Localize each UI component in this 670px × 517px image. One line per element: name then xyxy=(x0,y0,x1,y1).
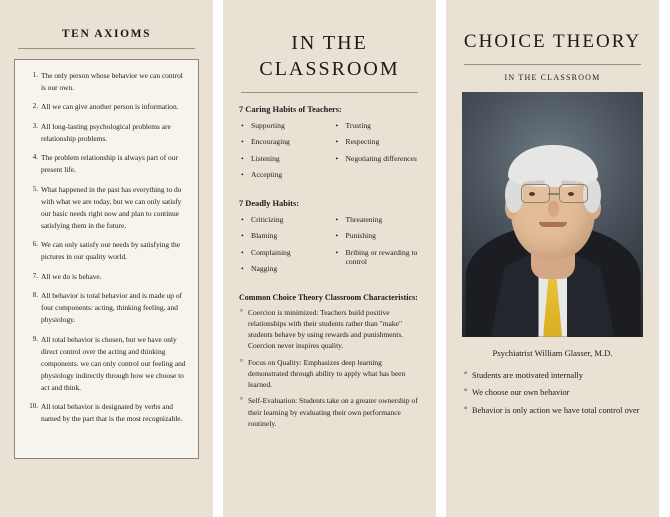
portrait-photo xyxy=(462,92,643,337)
list-item: All total behavior is designated by verbs and named by the part that is the most recognizable. xyxy=(41,402,183,424)
panel-choice-theory xyxy=(446,0,659,517)
list-item: • Trusting xyxy=(346,121,421,130)
deadly-habits-column-1 xyxy=(239,215,326,281)
list-item: • Supporting xyxy=(251,121,326,130)
list-item: ° Coercion is minimized: Teachers build positive relationships with their students rather than "make" students behave by using rewards and punishments. Coercion never inspires quality. xyxy=(248,307,420,352)
list-item: All total behavior is chosen, but we have only direct control over the acting and thinking components. we can only control our feeling and physiology indirectly through how we choose to act and think. xyxy=(41,334,186,392)
choice-theory-rule xyxy=(464,64,641,65)
list-item: • Punishing xyxy=(346,231,421,240)
list-item: ° We choose our own behavior xyxy=(472,387,643,400)
list-item: The problem relationship is always part of our present life. xyxy=(41,153,178,175)
caring-habits-heading: 7 Caring Habits of Teachers: xyxy=(239,105,342,114)
caring-habits-columns xyxy=(239,121,420,187)
list-item: • Accepting xyxy=(251,170,326,179)
portrait-caption: Psychiatrist William Glasser, M.D. xyxy=(492,347,613,358)
list-item: • Complaining xyxy=(251,248,326,257)
list-item: ° Students are motivated internally xyxy=(472,370,643,383)
panel-ten-axioms xyxy=(0,0,213,517)
list-item: The only person whose behavior we can control is our own. xyxy=(41,71,183,92)
choice-theory-points xyxy=(462,370,643,418)
portrait-glasses-left xyxy=(521,184,550,203)
list-item: • Listening xyxy=(251,154,326,163)
list-item: • Criticizing xyxy=(251,215,326,224)
deadly-habits-columns xyxy=(239,215,420,281)
portrait-mouth xyxy=(539,222,567,227)
portrait-glasses-bridge xyxy=(548,193,559,195)
axioms-list xyxy=(21,70,190,425)
list-item: • Bribing or rewarding to control xyxy=(346,248,421,267)
list-item: All behavior is total behavior and is made up of four components: acting, thinking feeling, and physiology. xyxy=(41,291,183,325)
list-item: ° Behavior is only action we have total control over xyxy=(472,405,643,418)
axioms-title: TEN AXIOMS xyxy=(18,28,195,49)
common-characteristics-heading: Common Choice Theory Classroom Characteristics: xyxy=(239,292,418,302)
list-item: All we can give another person is information. xyxy=(41,102,179,112)
choice-theory-subtitle: IN THE CLASSROOM xyxy=(504,72,601,82)
portrait-eye-left xyxy=(529,192,535,196)
deadly-habits-heading: 7 Deadly Habits: xyxy=(239,198,300,208)
deadly-habits-column-2 xyxy=(334,215,421,281)
list-item: • Threatening xyxy=(346,215,421,224)
common-characteristics-list xyxy=(239,307,420,430)
list-item: All long-lasting psychological problems are relationship problems. xyxy=(41,121,171,143)
panel-divider xyxy=(213,0,223,517)
list-item: • Negotiating differences xyxy=(346,154,421,163)
list-item: ° Focus on Quality: Emphasizes deep learning demonstrated through ability to apply what has been learned. xyxy=(248,357,420,391)
list-item: • Blaming xyxy=(251,231,326,240)
classroom-rule xyxy=(241,92,418,93)
list-item: • Nagging xyxy=(251,264,326,273)
axioms-box xyxy=(14,59,199,459)
list-item: • Encouraging xyxy=(251,137,326,146)
portrait-nose xyxy=(548,201,559,217)
list-item: All we do is behave. xyxy=(41,271,102,281)
classroom-title: IN THE CLASSROOM xyxy=(259,32,400,80)
panel-in-the-classroom xyxy=(223,0,436,517)
caring-habits-column-2 xyxy=(334,121,421,187)
list-item: • Respecting xyxy=(346,137,421,146)
portrait-eye-right xyxy=(568,192,574,196)
list-item: What happened in the past has everything to do with what we are today, but we can only satisfy our basic needs right now and plan to continue satisfying them in the future. xyxy=(41,184,182,230)
list-item: ° Self-Evaluation: Students take on a greater ownership of their learning by evaluating their own performance routinely. xyxy=(248,395,420,429)
list-item: We can only satisfy our needs by satisfying the pictures in our quality world. xyxy=(41,240,180,262)
panel-divider xyxy=(436,0,446,517)
choice-theory-title: CHOICE THEORY xyxy=(463,31,642,52)
caring-habits-column-1 xyxy=(239,121,326,187)
